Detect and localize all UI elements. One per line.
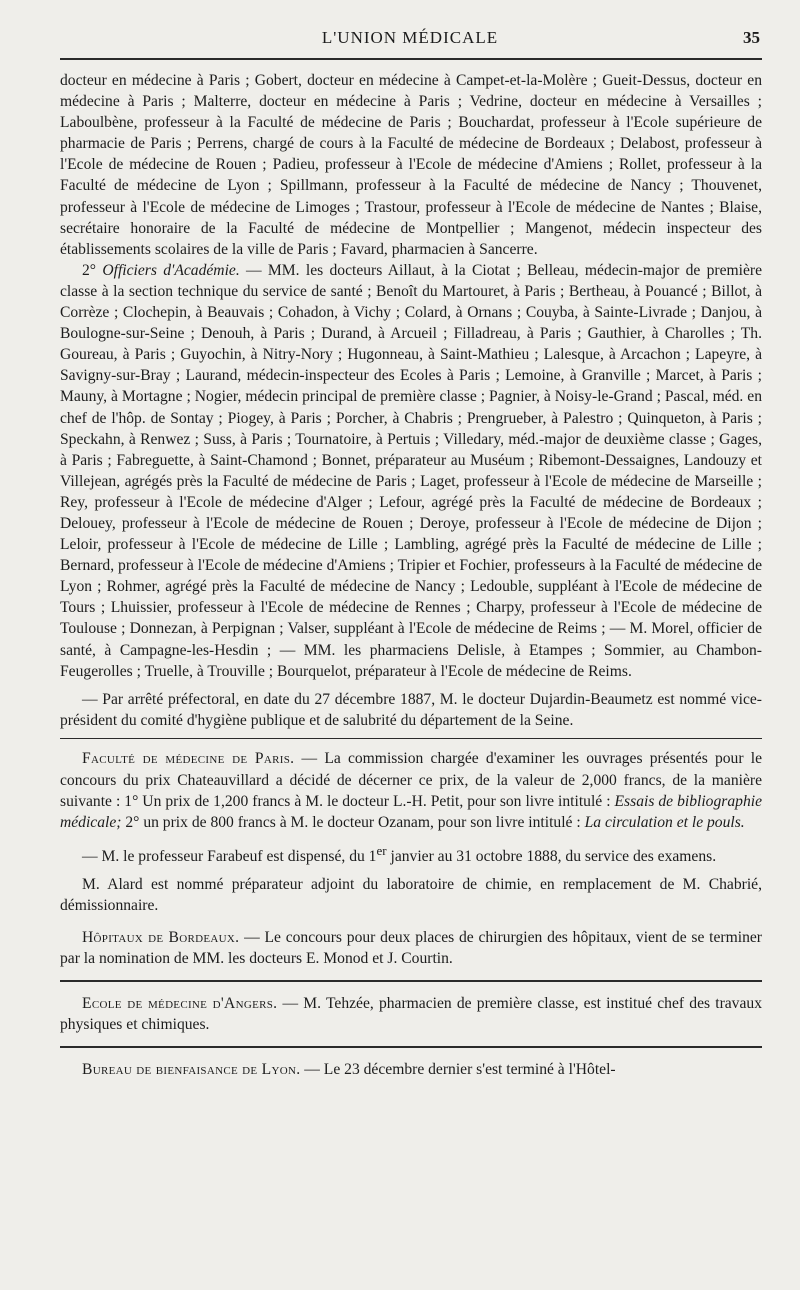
paragraph-bureau-lyon: [60, 1059, 762, 1080]
book-title-bibliographie: Essais de bibliographie médicale;: [60, 792, 762, 831]
paragraph-text: — Le 23 décembre dernier s'est terminé à l'Hôtel-: [300, 1060, 616, 1078]
paragraph-text: — La commission chargée d'examiner les ouvrages présentés pour le concours du prix Chateauvillard a décidé de décerner ce prix, de la valeur de 2,000 francs, de la manière suivante : 1° Un prix de 1,200 francs à M. le docteur L.-H. Petit, pour son livre intitulé :: [60, 750, 762, 810]
section-heading-ecole-angers: Ecole de médecine d'Angers.: [82, 994, 278, 1012]
paragraph-ecole-angers: [60, 993, 762, 1035]
header-rule: [60, 58, 762, 60]
paragraph-farabeuf: [60, 840, 762, 867]
section-heading-bureau-lyon: Bureau de bienfaisance de Lyon.: [82, 1060, 301, 1078]
paragraph-decorated-list: docteur en médecine à Paris ; Gobert, docteur en médecine à Campet-et-la-Molère ; Gueit-Dessus, docteur en médecine à Paris ; Malterre, docteur en médecine à Paris ; Vedrine, docteur en médecine à Versailles ; Laboulbène, professeur à la Faculté de médecine de Paris ; Bouchardat, professeur à l'Ecole supérieure de pharmacie de Paris ; Perrens, chargé de cours à la Faculté de médecine de Bordeaux ; Delabost, professeur à l'Ecole de médecine de Rouen ; Padieu, professeur à l'Ecole de médecine d'Amiens ; Rollet, professeur à la Faculté de médecine de Lyon ; Spillmann, professeur à la Faculté de médecine de Nancy ; Thouvenet, professeur à l'Ecole de médecine de Limoges ; Trastour, professeur à l'Ecole de médecine de Nantes ; Blaise, secrétaire honoraire de la Faculté de médecine de Montpellier ; Mangenot, médecin inspecteur des établissements scolaires de la ville de Paris ; Favard, pharmacien à Sancerre.: [60, 72, 762, 258]
paragraph-text: — M. le professeur Farabeuf est dispensé, du 1: [82, 847, 377, 865]
page-header: [60, 28, 760, 52]
list-number: 2°: [82, 261, 103, 279]
book-title-circulation: La circulation et le pouls.: [584, 813, 745, 831]
paragraph-text: janvier au 31 octobre 1888, du service des examens.: [386, 847, 717, 865]
paragraph-faculte-paris: [60, 748, 762, 832]
paragraph-hopitaux-bordeaux: [60, 927, 762, 969]
paragraph-text: — Le concours pour deux places de chirurgien des hôpitaux, vient de se terminer par la nomination de MM. les docteurs E. Monod et J. Courtin.: [60, 929, 762, 968]
page-number: 35: [743, 28, 760, 47]
section-divider: [60, 738, 762, 740]
section-heading-hopitaux-bordeaux: Hôpitaux de Bordeaux.: [82, 929, 240, 947]
paragraph-arrete-prefectoral: — Par arrêté préfectoral, en date du 27 décembre 1887, M. le docteur Dujardin-Beaumetz est nommé vice-président du comité d'hygiène publique et de salubrité du département de la Seine.: [60, 690, 762, 729]
paragraph-text: — MM. les docteurs Aillaut, à la Ciotat ; Belleau, médecin-major de première classe à la section technique du service de santé ; Benoît du Martouret, à Paris ; Bertheau, à Pouancé ; Billot, à Corrèze ; Clochepin, à Beauvais ; Cohadon, à Vichy ; Colard, à Ornans ; Couyba, à Sainte-Livrade ; Danjou, à Boulogne-sur-Seine ; Denouh, à Paris ; Durand, à Arcueil ; Filladreau, à Paris ; Gauthier, à Charolles ; Th. Goureau, à Paris ; Guyochin, à Nitry-Nory ; Hugonneau, à Saint-Mathieu ; Lalesque, à Arcachon ; Lapeyre, à Savigny-sur-Bray ; Laurand, médecin-inspecteur des Ecoles à Paris ; Lemoine, à Granville ; Marcet, à Paris ; Mauny, à Mortagne ; Nogier, médecin principal de première classe ; Pagnier, à Noisy-le-Grand ; Pascal, méd. en chef de l'hôp. de Sontay ; Piogey, à Paris ; Porcher, à Chabris ; Prengrueber, à Palestro ; Quinqueton, à Paris ; Speckahn, à Renwez ; Suss, à Paris ; Tournatoire, à Pertuis ; Villedary, méd.-major de deuxième classe ; Gages, à Paris ; Fabreguette, à Saint-Chamond ; Bonnet, préparateur au Muséum ; Ribemont-Dessaignes, Landouzy et Villejean, agrégés près la Faculté de médecine de Paris ; Laget, professeur à l'Ecole de médecine de Marseille ; Rey, professeur à l'Ecole de médecine d'Alger ; Lefour, agrégé près la Faculté de médecine de Bordeaux ; Delouey, professeur à l'Ecole de médecine de Rouen ; Deroye, professeur à l'Ecole de médecine de Dijon ; Leloir, professeur à l'Ecole de médecine de Lille ; Lambling, agrégé près la Faculté de médecine de Lille ; Bernard, professeur à l'Ecole de médecine d'Amiens ; Tripier et Fochier, professeurs à la Faculté de médecine de Lyon ; Rohmer, agrégé près la Faculté de médecine de Nancy ; Ledouble, suppléant à l'Ecole de médecine de Tours ; Lhuissier, professeur à l'Ecole de médecine de Rennes ; Charpy, professeur à l'Ecole de médecine de Toulouse ; Donnezan, à Perpignan ; Valser, suppléant à l'Ecole de médecine de Reims ; — M. Morel, officier de santé, à Campagne-les-Hesdin ; — MM. les pharmaciens Delisle, à Etampes ; Sommier, au Chambon-Feugerolles ; Truelle, à Trouville ; Bourquelot, préparateur à l'Ecole de médecine de Reims.: [60, 261, 763, 680]
superscript: er: [376, 842, 387, 858]
section-divider: [60, 980, 762, 982]
section-heading-faculte-paris: Faculté de médecine de Paris.: [82, 750, 295, 768]
section-heading-officiers: Officiers d'Académie.: [102, 261, 240, 279]
paragraph-officiers-academie: [60, 260, 762, 682]
paragraph-text: — M. Tehzée, pharmacien de première classe, est institué chef des travaux physiques et chimiques.: [60, 994, 762, 1034]
paragraph-alard: M. Alard est nommé préparateur adjoint du laboratoire de chimie, en remplacement de M. Chabrié, démissionnaire.: [60, 876, 762, 915]
article-body: [60, 70, 762, 1080]
running-title: L'UNION MÉDICALE: [321, 28, 499, 47]
section-divider: [60, 1046, 762, 1048]
paragraph-text: 2° un prix de 800 francs à M. le docteur Ozanam, pour son livre intitulé :: [121, 813, 585, 831]
